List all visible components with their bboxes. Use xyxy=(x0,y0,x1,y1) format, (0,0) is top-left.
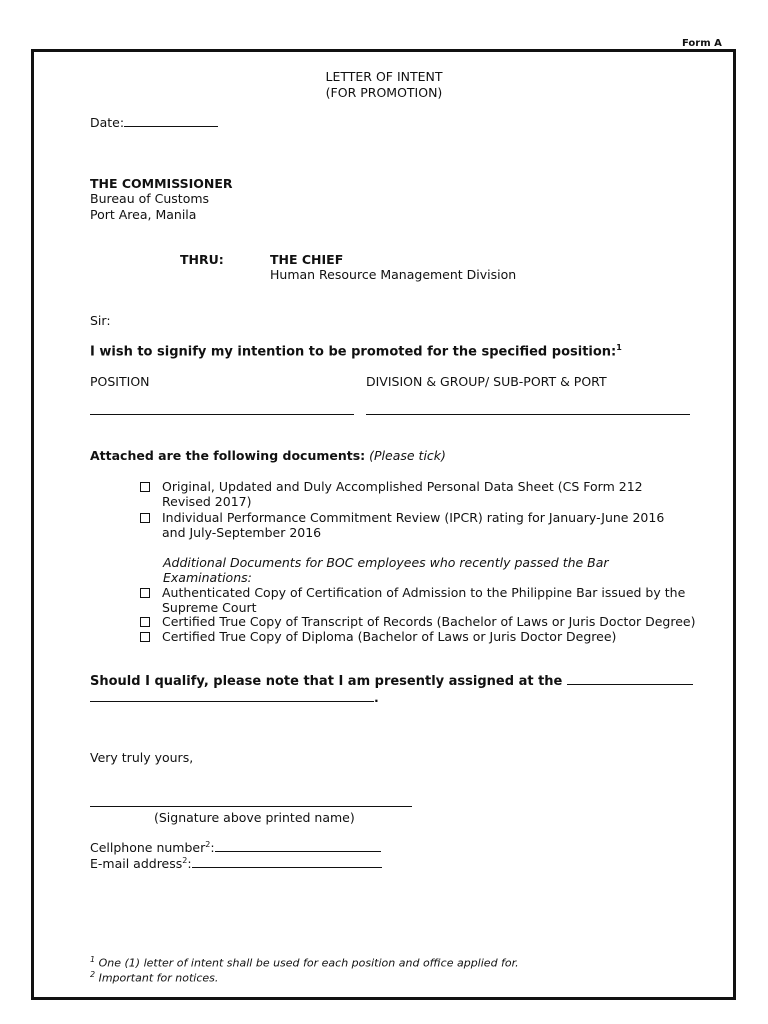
date-blank[interactable] xyxy=(124,126,218,127)
closing: Very truly yours, xyxy=(90,750,194,765)
email-row: E-mail address$^2$: xyxy=(90,856,382,871)
assignment-blank[interactable] xyxy=(567,684,693,685)
checklist-item-text: Original, Updated and Duly Accomplished Personal Data Sheet (CS Form 212 Revised 2017) xyxy=(162,479,643,509)
attached-label: Attached are the following documents: xyxy=(90,448,366,463)
date-row xyxy=(90,115,218,130)
thru-division: Human Resource Management Division xyxy=(270,267,517,282)
footnote-1: $^1$ One (1) letter of intent shall be used for each position and office applied for. xyxy=(90,955,519,970)
additional-heading-line-1: Additional Documents for BOC employees who recently passed the Bar xyxy=(163,555,609,570)
document-title: LETTER OF INTENT xyxy=(325,69,443,84)
checklist-item-text: Certified True Copy of Diploma (Bachelor of Laws or Juris Doctor Degree) xyxy=(162,629,617,644)
footnote-ref-2: 2 xyxy=(182,856,188,865)
checklist-item[interactable] xyxy=(140,614,696,629)
qualify-text: Should I qualify, please note that I am presently assigned at the xyxy=(90,674,563,689)
form-tag: Form A xyxy=(682,38,722,49)
checkbox[interactable] xyxy=(140,513,150,523)
salutation: Sir: xyxy=(90,313,111,328)
date-label: Date: xyxy=(90,115,125,130)
intent-text: I wish to signify my intention to be promoted for the specified position: xyxy=(90,344,617,360)
attached-heading xyxy=(90,448,446,463)
signature-caption: (Signature above printed name) xyxy=(154,810,355,825)
thru-name: THE CHIEF xyxy=(270,252,344,267)
footnote-2: $^2$ Important for notices. xyxy=(90,970,219,985)
email-label: E-mail address xyxy=(90,856,183,872)
cellphone-label: Cellphone number xyxy=(90,840,206,856)
division-blank[interactable] xyxy=(366,414,690,415)
email-field[interactable] xyxy=(192,867,382,868)
assignment-blank-row xyxy=(90,690,379,705)
checklist-item-text: Certified True Copy of Transcript of Records (Bachelor of Laws or Juris Doctor Degree) xyxy=(162,614,696,629)
checklist-item[interactable] xyxy=(140,585,686,615)
attached-hint: (Please tick) xyxy=(369,448,446,463)
checkbox[interactable] xyxy=(140,588,150,598)
footnote-ref-1: 1 xyxy=(616,343,622,352)
checkbox[interactable] xyxy=(140,632,150,642)
period: . xyxy=(374,690,379,705)
thru-label: THRU: xyxy=(180,252,224,267)
assignment-blank-2[interactable] xyxy=(90,701,374,702)
checkbox[interactable] xyxy=(140,482,150,492)
checklist-item-text: Individual Performance Commitment Review (IPCR) rating for January-June 2016 and July-September 2016 xyxy=(162,510,665,540)
addressee-name: THE COMMISSIONER xyxy=(90,176,233,191)
position-column-label: POSITION xyxy=(90,374,150,389)
addressee-line-2: Port Area, Manila xyxy=(90,207,197,222)
footnote-ref-2: 2 xyxy=(205,840,211,849)
checklist-item[interactable] xyxy=(140,629,617,644)
additional-heading-line-2: Examinations: xyxy=(163,570,252,585)
checklist-item-text: Authenticated Copy of Certification of Admission to the Philippine Bar issued by the Supreme Court xyxy=(162,585,686,615)
signature-line[interactable] xyxy=(90,806,412,807)
checklist-item[interactable] xyxy=(140,510,665,540)
document-subtitle: (FOR PROMOTION) xyxy=(325,85,443,100)
qualify-statement xyxy=(90,674,693,689)
intent-statement xyxy=(90,343,622,359)
cellphone-field[interactable] xyxy=(215,851,381,852)
checklist-item[interactable] xyxy=(140,479,643,509)
cellphone-row: Cellphone number$^2$: xyxy=(90,840,381,855)
checkbox[interactable] xyxy=(140,617,150,627)
division-column-label: DIVISION & GROUP/ SUB-PORT & PORT xyxy=(366,374,607,389)
position-blank[interactable] xyxy=(90,414,354,415)
addressee-line-1: Bureau of Customs xyxy=(90,191,210,206)
